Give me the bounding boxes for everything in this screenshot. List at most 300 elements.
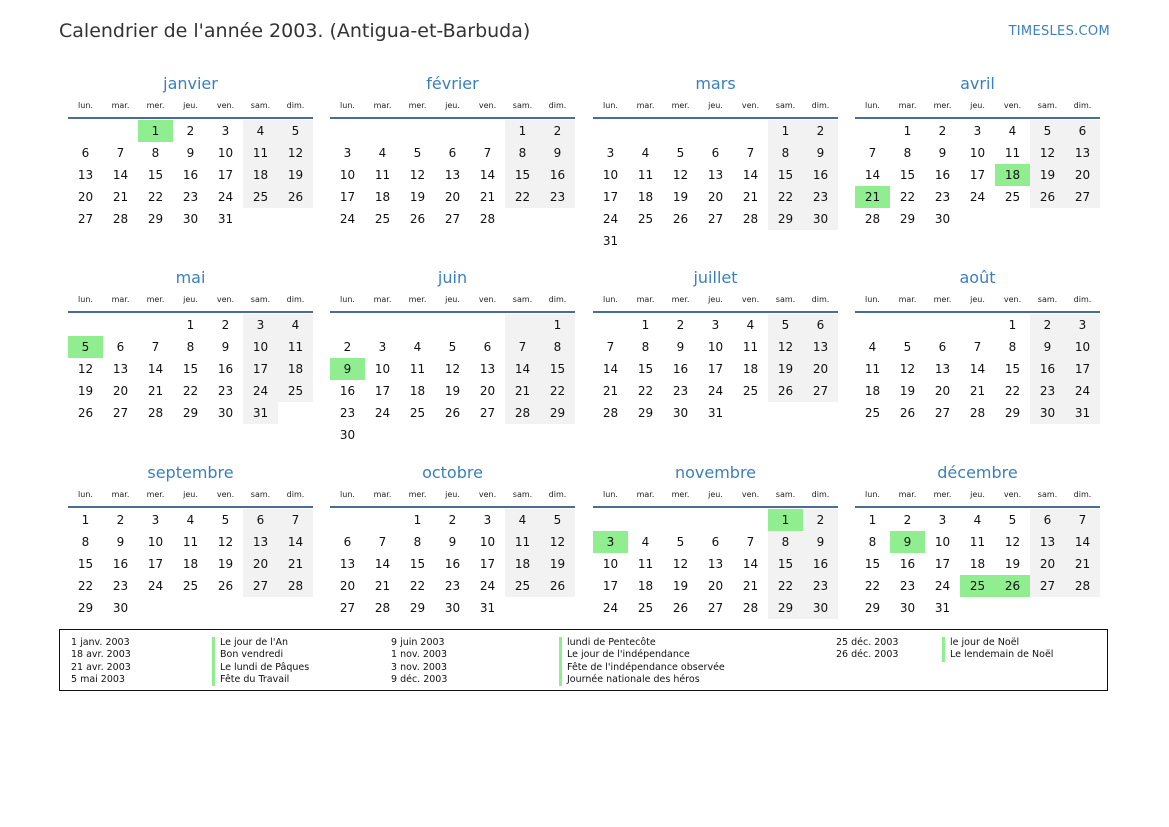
day-cell: 25 [505,575,540,597]
weekday-label: sam. [775,101,796,110]
weekday-label: sam. [512,295,533,304]
weekday-label: dim. [286,490,305,499]
month-calendar [330,74,575,230]
holiday-name: lundi de Pentecôte [559,637,725,649]
day-cell: 13 [339,557,356,571]
empty-day-cell [400,424,435,446]
weekday-label: jeu. [183,295,198,304]
day-cell: 26 [217,579,234,593]
day-cell: 21 [278,553,313,575]
weekday-label: mer. [146,295,165,304]
day-cell: 30 [339,428,356,442]
day-cell: 13 [1065,142,1100,164]
day-cell: 30 [182,212,199,226]
empty-day-cell [365,424,400,446]
day-cell: 14 [278,531,313,553]
weekday-header [593,291,838,313]
day-cell: 11 [374,168,391,182]
empty-day-cell [733,402,768,424]
day-cell: 20 [707,579,724,593]
day-cell: 22 [768,186,803,208]
day-cell: 23 [803,575,838,597]
day-cell: 9 [1030,336,1065,358]
weekday-label: mar. [373,101,392,110]
weekday-label: lun. [340,490,355,499]
weekday-label: jeu. [708,295,723,304]
day-cell: 22 [77,579,94,593]
holiday-name: Le jour de l'indépendance [559,649,725,661]
weekday-label: lun. [865,101,880,110]
holiday-date: 9 juin 2003 [391,637,445,648]
day-cell: 29 [77,601,94,615]
day-cell: 22 [540,380,575,402]
day-cell: 19 [672,579,689,593]
weekday-label: lun. [603,490,618,499]
weekday-header [330,97,575,119]
day-cell: 26 [409,212,426,226]
day-cell: 8 [868,535,877,549]
weekday-label: mer. [408,295,427,304]
day-cell: 30 [672,406,689,420]
empty-day-cell [960,208,995,230]
day-cell: 6 [1065,120,1100,142]
day-cell: 27 [339,601,356,615]
empty-day-cell [593,314,628,336]
empty-day-cell [890,314,925,336]
weekday-label: mar. [373,295,392,304]
day-cell: 17 [339,190,356,204]
day-cell: 6 [243,509,278,531]
day-cell: 6 [711,535,720,549]
day-cell: 17 [147,557,164,571]
day-cell: 7 [505,336,540,358]
day-cell: 2 [676,318,685,332]
day-cell: 8 [505,142,540,164]
holiday-date: 26 déc. 2003 [836,649,899,661]
weekday-label: jeu. [445,101,460,110]
day-cell: 22 [864,579,881,593]
day-grid [855,314,1100,424]
day-cell: 29 [147,212,164,226]
day-cell: 4 [278,314,313,336]
day-cell: 20 [112,384,129,398]
day-cell: 13 [243,531,278,553]
weekday-label: jeu. [445,295,460,304]
weekday-label: dim. [548,295,567,304]
weekday-label: mer. [146,101,165,110]
empty-day-cell [855,314,890,336]
day-cell: 11 [1004,146,1021,160]
day-cell: 12 [672,168,689,182]
day-cell: 14 [742,168,759,182]
day-cell: 19 [409,190,426,204]
day-cell: 29 [637,406,654,420]
weekday-label: lun. [603,101,618,110]
day-cell: 18 [182,557,199,571]
day-grid [855,120,1100,230]
day-cell: 9 [221,340,230,354]
day-cell: 16 [112,557,129,571]
day-cell: 3 [1065,314,1100,336]
day-cell: 16 [1030,358,1065,380]
day-cell: 19 [77,384,94,398]
day-cell: 11 [243,142,278,164]
weekday-label: ven. [741,295,760,304]
day-cell: 24 [479,579,496,593]
day-cell: 18 [995,164,1030,186]
day-cell: 26 [995,575,1030,597]
weekday-label: ven. [1003,295,1022,304]
day-cell: 24 [217,190,234,204]
day-cell: 2 [903,513,912,527]
day-cell: 12 [77,362,94,376]
day-cell: 12 [899,362,916,376]
empty-day-cell [68,120,103,142]
day-grid [855,509,1100,619]
day-cell: 17 [707,362,724,376]
day-cell: 15 [147,168,164,182]
day-cell: 6 [803,314,838,336]
site-link[interactable]: TIMESLES.COM [1008,24,1110,39]
day-cell: 5 [540,509,575,531]
day-cell: 18 [243,164,278,186]
empty-day-cell [733,509,768,531]
weekday-label: sam. [775,295,796,304]
day-cell: 6 [343,535,352,549]
day-cell: 25 [637,601,654,615]
holiday-name: le jour de Noël [942,637,1053,649]
day-cell: 11 [409,362,426,376]
day-cell: 19 [899,384,916,398]
day-cell: 25 [637,212,654,226]
holiday-name: Le jour de l'An [212,637,309,649]
day-cell: 10 [339,168,356,182]
month-title: mars [695,74,736,93]
weekday-label: mer. [933,101,952,110]
empty-day-cell [733,230,768,252]
day-cell: 8 [186,340,195,354]
day-cell: 21 [742,579,759,593]
day-cell: 12 [1004,535,1021,549]
day-cell: 15 [768,553,803,575]
day-cell: 22 [768,575,803,597]
day-cell: 29 [409,601,426,615]
weekday-label: mar. [373,490,392,499]
day-cell: 17 [217,168,234,182]
day-cell: 28 [602,406,619,420]
weekday-label: sam. [775,490,796,499]
day-cell: 23 [217,384,234,398]
day-cell: 4 [505,509,540,531]
day-grid [593,509,838,619]
day-cell: 16 [540,164,575,186]
weekday-label: mar. [636,101,655,110]
day-grid [330,120,575,230]
day-cell: 4 [413,340,422,354]
weekday-label: lun. [78,101,93,110]
weekday-label: ven. [1003,490,1022,499]
day-cell: 11 [742,340,759,354]
weekday-header [68,291,313,313]
day-cell: 12 [217,535,234,549]
weekday-label: sam. [1037,101,1058,110]
day-cell: 8 [903,146,912,160]
weekday-header [68,486,313,508]
day-cell: 26 [444,406,461,420]
month-title: avril [960,74,995,93]
weekday-label: lun. [865,295,880,304]
day-cell: 27 [77,212,94,226]
day-cell: 31 [243,402,278,424]
day-cell: 21 [969,384,986,398]
weekday-header [593,97,838,119]
empty-day-cell [628,230,663,252]
weekday-label: jeu. [970,295,985,304]
day-cell: 28 [278,575,313,597]
day-cell: 4 [973,513,982,527]
day-cell: 20 [77,190,94,204]
day-cell: 30 [803,208,838,230]
weekday-label: dim. [811,490,830,499]
day-cell: 21 [374,579,391,593]
weekday-label: jeu. [708,101,723,110]
day-cell: 26 [768,380,803,402]
empty-day-cell [505,208,540,230]
day-cell: 1 [768,120,803,142]
weekday-label: sam. [512,490,533,499]
day-cell: 21 [112,190,129,204]
day-cell: 8 [641,340,650,354]
day-cell: 8 [81,535,90,549]
day-cell: 16 [803,164,838,186]
day-grid [330,509,575,619]
day-cell: 6 [711,146,720,160]
empty-day-cell [208,597,243,619]
day-cell: 10 [374,362,391,376]
empty-day-cell [138,314,173,336]
month-title: février [426,74,479,93]
day-cell: 24 [602,212,619,226]
day-cell: 28 [505,402,540,424]
day-cell: 3 [938,513,947,527]
day-cell: 9 [116,535,125,549]
day-cell: 20 [444,190,461,204]
day-cell: 9 [448,535,457,549]
day-cell: 29 [182,406,199,420]
weekday-label: mer. [408,490,427,499]
day-cell: 15 [182,362,199,376]
day-cell: 13 [934,362,951,376]
holiday-date: 9 déc. 2003 [391,673,448,685]
weekday-label: sam. [1037,490,1058,499]
day-cell: 15 [77,557,94,571]
weekday-label: mar. [111,490,130,499]
month-title: janvier [163,74,218,93]
day-cell: 18 [864,384,881,398]
day-cell: 5 [1030,120,1065,142]
day-cell: 17 [934,557,951,571]
day-cell: 23 [899,579,916,593]
weekday-label: lun. [340,101,355,110]
day-cell: 6 [116,340,125,354]
empty-day-cell [470,424,505,446]
month-title: juin [437,268,468,287]
day-cell: 2 [343,340,352,354]
day-cell: 16 [672,362,689,376]
day-cell: 13 [1030,531,1065,553]
empty-day-cell [803,230,838,252]
weekday-label: dim. [286,101,305,110]
day-cell: 31 [217,212,234,226]
weekday-label: mer. [671,101,690,110]
day-cell: 12 [1030,142,1065,164]
day-cell: 24 [934,579,951,593]
holiday-name: Journée nationale des héros [559,674,725,686]
day-cell: 18 [637,190,654,204]
day-cell: 22 [899,190,916,204]
empty-day-cell [400,120,435,142]
weekday-label: dim. [548,101,567,110]
day-cell: 11 [864,362,881,376]
day-cell: 7 [278,509,313,531]
day-cell: 13 [803,336,838,358]
day-cell: 21 [742,190,759,204]
weekday-label: mar. [636,295,655,304]
day-cell: 23 [339,406,356,420]
day-cell: 23 [540,186,575,208]
month-calendar [855,268,1100,424]
weekday-label: lun. [78,490,93,499]
weekday-label: dim. [548,490,567,499]
day-cell: 20 [339,579,356,593]
day-cell: 27 [479,406,496,420]
day-cell: 1 [413,513,422,527]
day-cell: 14 [479,168,496,182]
day-cell: 27 [444,212,461,226]
month-title: août [959,268,996,287]
day-cell: 7 [973,340,982,354]
weekday-label: mar. [898,490,917,499]
empty-day-cell [540,597,575,619]
day-cell: 9 [676,340,685,354]
day-cell: 5 [676,146,685,160]
month-calendar [593,74,838,252]
weekday-label: ven. [216,295,235,304]
day-cell: 13 [112,362,129,376]
empty-day-cell [698,230,733,252]
day-cell: 2 [1030,314,1065,336]
day-cell: 22 [147,190,164,204]
day-cell: 3 [343,146,352,160]
month-title: juillet [693,268,738,287]
day-cell: 22 [505,186,540,208]
day-cell: 25 [182,579,199,593]
empty-day-cell [435,120,470,142]
empty-day-cell [365,314,400,336]
holiday-name: Le lundi de Pâques [212,662,309,674]
day-cell: 24 [707,384,724,398]
day-cell: 1 [1008,318,1017,332]
day-grid [68,509,313,619]
day-cell: 10 [602,168,619,182]
day-grid [593,314,838,424]
day-cell: 1 [138,120,173,142]
holiday-name: Fête du Travail [212,674,309,686]
legend-name-column [212,637,309,686]
day-cell: 23 [112,579,129,593]
day-cell: 11 [969,535,986,549]
day-cell: 24 [374,406,391,420]
weekday-label: ven. [478,101,497,110]
day-cell: 26 [77,406,94,420]
day-cell: 7 [746,146,755,160]
empty-day-cell [698,120,733,142]
holiday-date: 1 janv. 2003 [71,637,130,648]
day-cell: 11 [505,531,540,553]
day-cell: 23 [934,190,951,204]
day-cell: 19 [1004,557,1021,571]
day-cell: 26 [1030,186,1065,208]
day-cell: 26 [672,212,689,226]
day-cell: 20 [243,553,278,575]
empty-day-cell [505,314,540,336]
weekday-label: ven. [1003,101,1022,110]
weekday-header [855,486,1100,508]
empty-day-cell [278,402,313,424]
day-cell: 10 [969,146,986,160]
day-cell: 24 [969,190,986,204]
day-cell: 28 [864,212,881,226]
empty-day-cell [628,509,663,531]
day-cell: 8 [1008,340,1017,354]
day-cell: 6 [1030,509,1065,531]
day-cell: 30 [112,601,129,615]
day-cell: 28 [742,212,759,226]
day-cell: 1 [540,314,575,336]
day-cell: 25 [409,406,426,420]
page-title: Calendrier de l'année 2003. (Antigua-et-Barbuda) [59,20,531,42]
weekday-label: sam. [512,101,533,110]
month-title: octobre [422,463,483,482]
empty-day-cell [663,120,698,142]
day-cell: 3 [973,124,982,138]
day-cell: 13 [444,168,461,182]
day-cell: 7 [606,340,615,354]
day-cell: 7 [483,146,492,160]
day-cell: 10 [1065,336,1100,358]
weekday-label: sam. [250,101,271,110]
day-cell: 10 [479,535,496,549]
empty-day-cell [995,208,1030,230]
day-cell: 15 [864,557,881,571]
day-cell: 7 [151,340,160,354]
day-cell: 14 [147,362,164,376]
legend-date-column [71,637,131,686]
day-cell: 22 [1004,384,1021,398]
day-cell: 3 [221,124,230,138]
day-cell: 2 [448,513,457,527]
day-cell: 26 [899,406,916,420]
weekday-label: mer. [408,101,427,110]
empty-day-cell [540,208,575,230]
empty-day-cell [663,509,698,531]
day-cell: 27 [934,406,951,420]
day-cell: 10 [243,336,278,358]
day-cell: 21 [505,380,540,402]
weekday-label: lun. [865,490,880,499]
empty-day-cell [470,120,505,142]
weekday-label: mer. [933,490,952,499]
